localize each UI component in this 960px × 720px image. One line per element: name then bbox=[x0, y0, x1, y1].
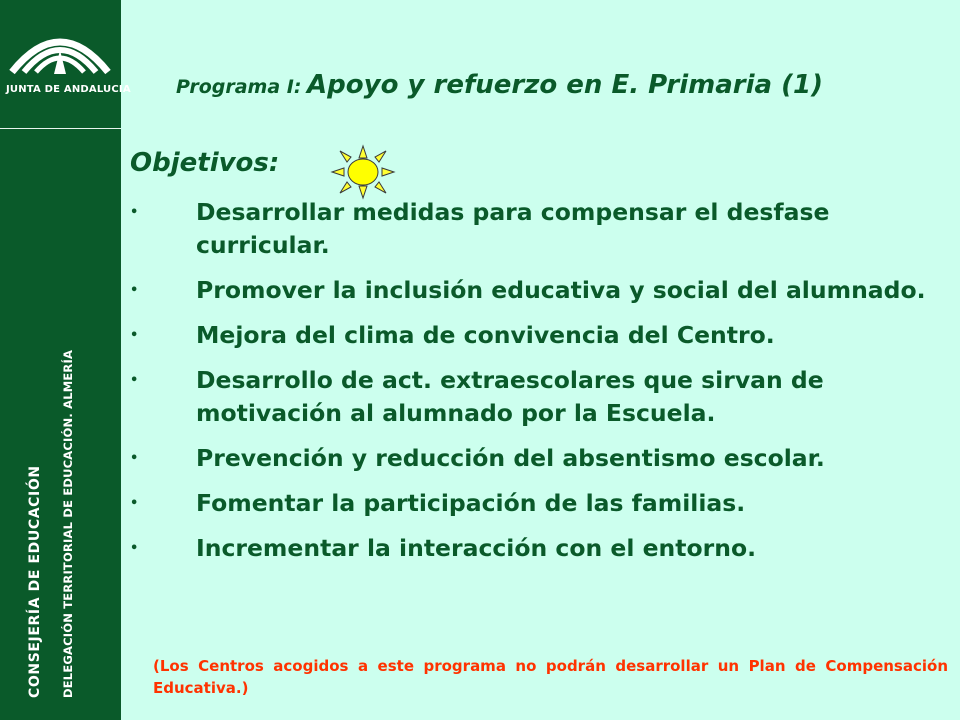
sidebar-vertical-text-consejeria: CONSEJERÍA DE EDUCACIÓN bbox=[27, 465, 43, 698]
logo-text: JUNTA DE ANDALUCIA bbox=[6, 84, 131, 95]
title-prefix: Programa I: bbox=[176, 76, 302, 98]
list-item bbox=[130, 364, 930, 430]
sidebar-vertical-text-delegacion: DELEGACIÓN TERRITORIAL DE EDUCACIÓN. ALMERÍA bbox=[61, 349, 75, 698]
arch-emblem-icon bbox=[6, 14, 114, 84]
objective-text: Fomentar la participación de las familias. bbox=[196, 489, 746, 517]
objective-text: Incrementar la interacción con el entorno. bbox=[196, 534, 757, 562]
list-item bbox=[130, 487, 930, 520]
objectives-list bbox=[130, 196, 930, 577]
list-item bbox=[130, 532, 930, 565]
sidebar-divider bbox=[0, 128, 121, 129]
bullet: • bbox=[130, 328, 139, 343]
list-item bbox=[130, 319, 930, 352]
objectives-heading: Objetivos: bbox=[130, 148, 280, 178]
objective-text: Desarrollar medidas para compensar el desfase curricular. bbox=[196, 198, 830, 259]
footnote: (Los Centros acogidos a este programa no podrán desarrollar un Plan de Compensación Educativa.) bbox=[153, 657, 948, 697]
list-item bbox=[130, 274, 930, 307]
title-main: Apoyo y refuerzo en E. Primaria (1) bbox=[307, 70, 823, 100]
junta-de-andalucia-logo bbox=[6, 14, 131, 104]
objective-text: Prevención y reducción del absentismo escolar. bbox=[196, 444, 825, 472]
bullet: • bbox=[130, 496, 139, 511]
slide-title bbox=[176, 70, 823, 100]
sun-icon bbox=[328, 142, 398, 202]
bullet: • bbox=[130, 373, 139, 388]
objective-text: Promover la inclusión educativa y social del alumnado. bbox=[196, 276, 926, 304]
list-item bbox=[130, 196, 930, 262]
bullet: • bbox=[130, 283, 139, 298]
bullet: • bbox=[130, 541, 139, 556]
list-item bbox=[130, 442, 930, 475]
objective-text: Mejora del clima de convivencia del Centro. bbox=[196, 321, 775, 349]
sidebar bbox=[0, 0, 131, 720]
bullet: • bbox=[130, 451, 139, 466]
objective-text: Desarrollo de act. extraescolares que sirvan de motivación al alumnado por la Escuela. bbox=[196, 366, 824, 427]
bullet: • bbox=[130, 205, 139, 220]
